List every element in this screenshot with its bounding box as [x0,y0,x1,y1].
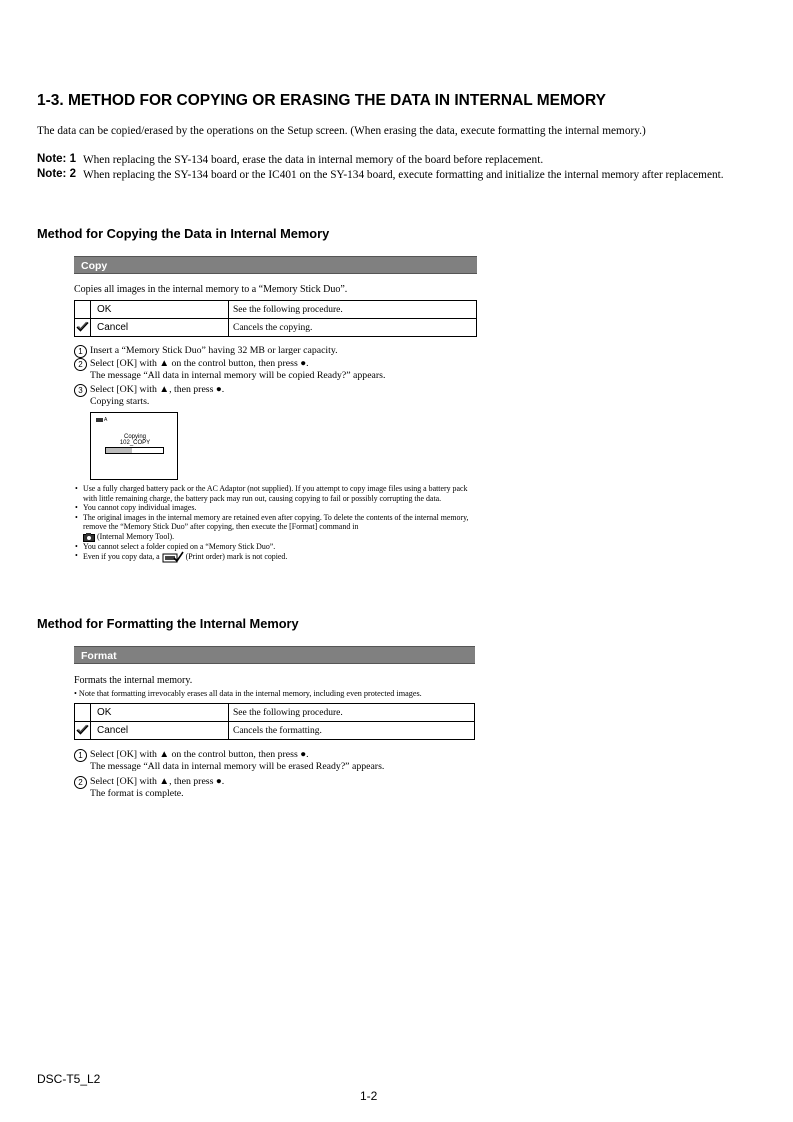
format-bar [74,646,475,664]
bullet-text-suffix: (Internal Memory Tool). [96,531,175,541]
checkmark-icon [76,321,89,332]
bullet-text-prefix: Even if you copy data, a [83,552,160,562]
copy-options-table [74,300,477,337]
note-1-label: Note: 1 [37,153,76,165]
step-line: The message “All data in internal memory will be erased Ready?” appears. [90,761,385,772]
copy-screen-illustration [90,412,178,480]
option-desc: See the following procedure. [229,704,475,722]
bullet-text-suffix: (Print order) mark is not copied. [185,552,288,562]
step-line: Select [OK] with ▲, then press ●. [90,384,225,395]
step-line: The format is complete. [90,788,184,799]
print-order-icon [162,551,184,563]
format-bar-label: Format [81,650,117,662]
note-1 [37,153,727,167]
copy-step-3 [74,384,224,408]
table-row [75,722,475,740]
step-number: 1 [74,345,87,358]
format-options-table [74,703,475,740]
bullet-text: The original images in the internal memory are retained even after copying. To delete the contents of the internal memory, remove the “Memory Stick Duo” after copying, then execute the [Format] command in [83,512,469,532]
table-row [75,301,477,319]
option-key: Cancel [91,722,229,740]
option-key: OK [91,301,229,319]
copy-bar-label: Copy [81,260,108,272]
check-cell [75,704,91,722]
screen-status-text: Copying [123,434,146,440]
step-line: Insert a “Memory Stick Duo” having 32 MB or larger capacity. [90,345,338,356]
copy-step-2 [74,358,385,382]
list-item [74,513,479,542]
copy-progress-fill [106,448,132,453]
format-step-1 [74,749,384,773]
list-item: • You cannot copy individual images. [74,503,479,513]
step-line: Select [OK] with ▲ on the control button, then press ●. [90,749,309,760]
copy-description: Copies all images in the internal memory to a “Memory Stick Duo”. [74,284,348,295]
step-number: 3 [74,384,87,397]
step-line: Select [OK] with ▲, then press ●. [90,776,225,787]
step-line: Copying starts. [90,396,150,407]
check-cell [75,301,91,319]
format-description: Formats the internal memory. [74,675,193,686]
battery-icon [96,418,103,422]
page-number: 1-2 [360,1089,378,1103]
option-key: Cancel [91,319,229,337]
copy-progress-bar [105,447,164,454]
option-desc: Cancels the copying. [229,319,477,337]
note-1-text: When replacing the SY-134 board, erase the data in internal memory of the board before replacement. [83,154,544,166]
option-desc: Cancels the formatting. [229,722,475,740]
copy-bar [74,256,477,274]
checkmark-icon [76,724,89,735]
check-cell [75,319,91,337]
option-key: OK [91,704,229,722]
format-section-heading: Method for Formatting the Internal Memory [37,616,299,631]
copy-step-1 [74,345,338,357]
step-number: 2 [74,358,87,371]
battery-indicator [96,417,107,423]
copy-section-heading: Method for Copying the Data in Internal Memory [37,226,330,241]
table-row [75,319,477,337]
note-2-label: Note: 2 [37,168,76,180]
copy-bullet-list [74,484,479,563]
list-item [74,551,479,563]
page-title: 1-3. METHOD FOR COPYING OR ERASING THE DATA IN INTERNAL MEMORY [37,92,606,109]
step-line: Select [OK] with ▲ on the control button, then press ●. [90,358,309,369]
internal-memory-tool-icon [83,533,95,542]
step-number: 1 [74,749,87,762]
check-cell [75,722,91,740]
step-line: The message “All data in internal memory will be copied Ready?” appears. [90,370,386,381]
footer-model: DSC-T5_L2 [37,1072,101,1086]
table-row [75,704,475,722]
screen-status [91,434,179,446]
screen-folder-text: 102_COPY [119,440,151,446]
battery-label: A [104,417,108,423]
intro-paragraph: The data can be copied/erased by the operations on the Setup screen. (When erasing the data, execute formatting the internal memory.) [37,125,646,137]
list-item: • You cannot select a folder copied on a “Memory Stick Duo”. [74,542,479,552]
format-note: • Note that formatting irrevocably erases all data in the internal memory, including even protected images. [74,689,422,698]
format-step-2 [74,776,224,800]
step-number: 2 [74,776,87,789]
note-2 [37,168,727,182]
list-item: • Use a fully charged battery pack or the AC Adaptor (not supplied). If you attempt to copy image files using a battery pack with little remaining charge, the battery pack may run out, causing copying to fail or possibly corrupting the data. [74,484,479,503]
option-desc: See the following procedure. [229,301,477,319]
note-2-text: When replacing the SY-134 board or the IC401 on the SY-134 board, execute formatting and initialize the internal memory after replacement. [83,169,724,181]
